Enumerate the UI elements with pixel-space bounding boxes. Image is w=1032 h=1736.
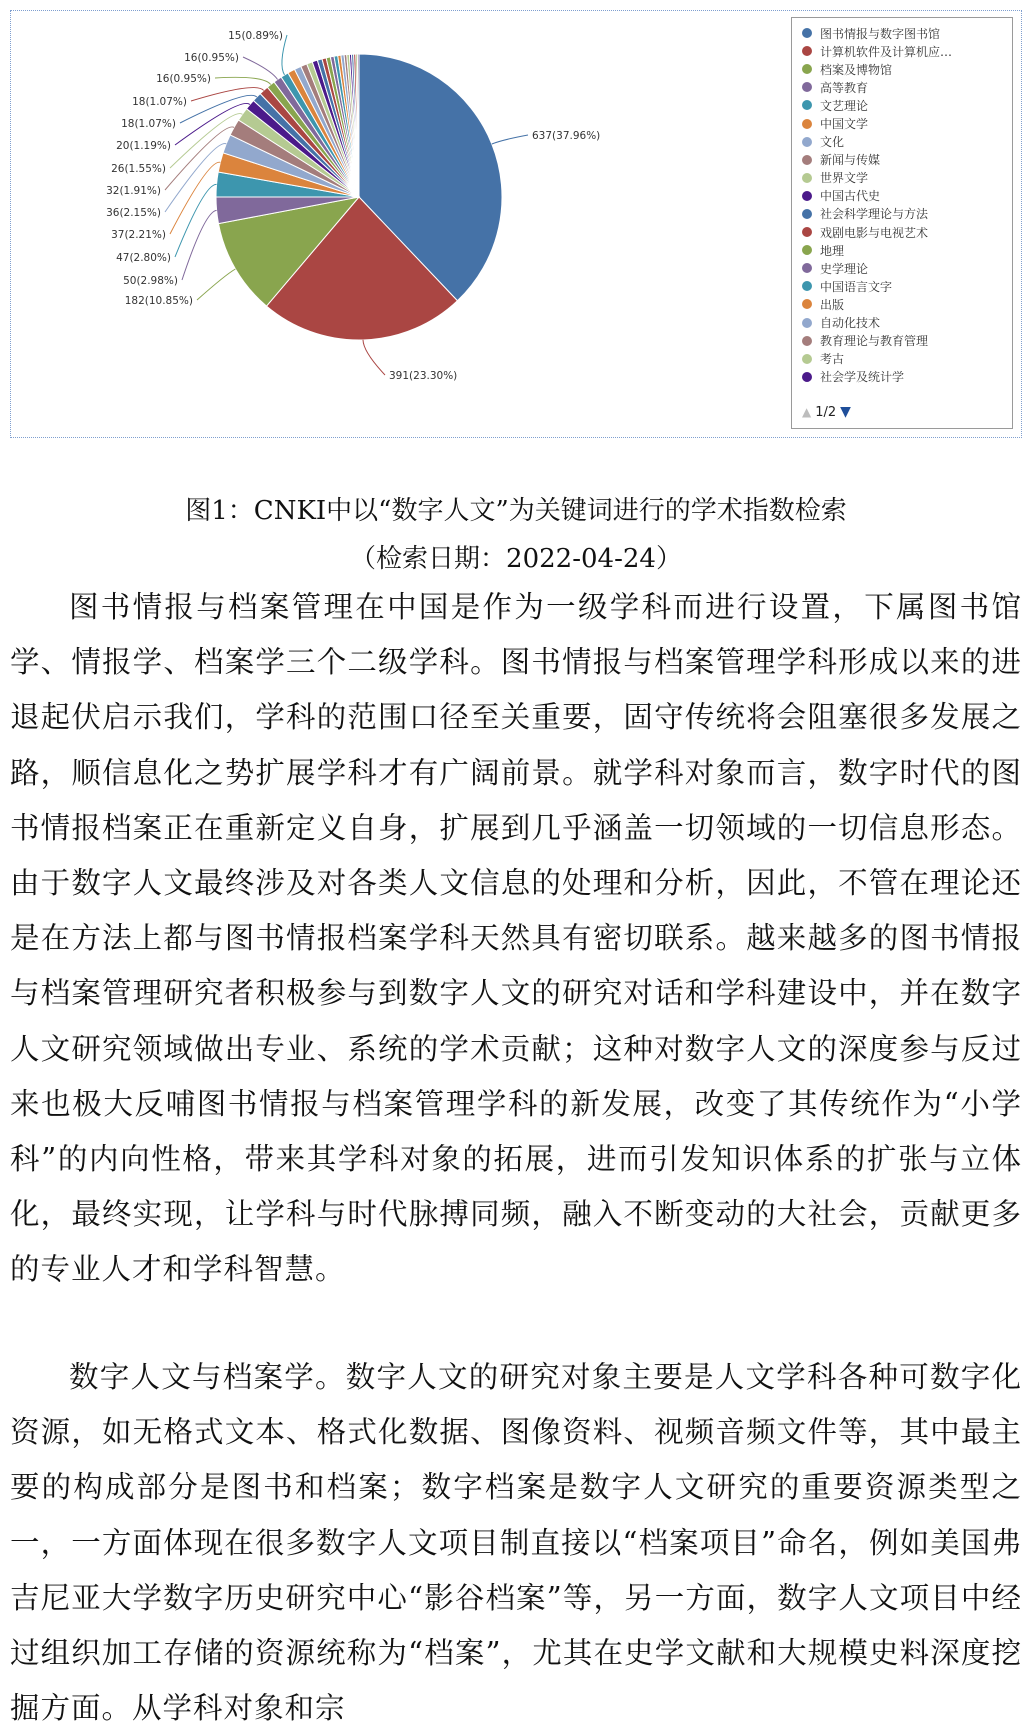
pie-chart [11,11,791,437]
legend-item[interactable] [802,241,1008,259]
legend-item[interactable] [802,187,1008,205]
legend-marker-icon [802,245,812,255]
legend-item[interactable] [802,205,1008,223]
legend-label: 图书情报与数字图书馆 [820,26,941,41]
legend-label: 史学理论 [820,261,869,276]
pie-data-label: 20(1.19%) [116,140,171,152]
legend-marker-icon [802,137,812,147]
legend-marker-icon [802,372,812,382]
legend-items [802,24,1008,398]
legend-marker-icon [802,173,812,183]
body-paragraph: 数字人文与档案学。数字人文的研究对象主要是人文学科各种可数字化资源，如无格式文本、格式化数据、图像资料、视频音频文件等，其中最主要的构成部分是图书和档案；数字档案是数字人文研究的重要资源类型之一，一方面体现在很多数字人文项目制直接以“档案项目”命名，例如美国弗吉尼亚大学数字历史研究中心“影谷档案”等，另一方面，数字人文项目中经过组织加工存储的资源统称为“档案”，尤其在史学文献和大规模史料深度挖掘方面。从学科对象和宗 [10,1360,1022,1726]
legend-marker-icon [802,100,812,110]
legend-label: 戏剧电影与电视艺术 [820,225,929,240]
legend-item[interactable] [802,368,1008,386]
legend-label: 自动化技术 [820,316,881,331]
legend-item[interactable] [802,96,1008,114]
legend-prev-page-icon[interactable]: ▲ [802,405,812,419]
pie-leader-line [197,269,235,300]
legend-item[interactable] [802,223,1008,241]
legend-item[interactable] [802,151,1008,169]
legend-item[interactable] [802,114,1008,132]
legend-item[interactable] [802,169,1008,187]
figure-caption-date: （检索日期：2022-04-24） [350,544,682,574]
pie-leader-line [243,57,278,80]
pie-leader-line [182,210,217,280]
legend-marker-icon [802,318,812,328]
pie-data-label: 36(2.15%) [106,207,161,219]
legend-marker-icon [802,354,812,364]
pie-leader-line [170,162,220,234]
legend-item[interactable] [802,78,1008,96]
pie-data-label: 32(1.91%) [106,185,161,197]
legend-marker-icon [802,46,812,56]
legend-label: 考古 [820,352,845,367]
legend-label: 文化 [820,135,845,150]
legend-marker-icon [802,28,812,38]
legend-label: 中国语言文字 [820,279,893,294]
legend-item[interactable] [802,277,1008,295]
pie-leader-line [363,340,385,375]
legend-marker-icon [802,191,812,201]
legend-next-page-icon[interactable]: ▼ [840,404,851,420]
pie-data-label: 182(10.85%) [124,295,193,307]
legend-item[interactable] [802,332,1008,350]
legend-item[interactable] [802,314,1008,332]
legend-label: 新闻与传媒 [820,153,881,168]
legend-marker-icon [802,336,812,346]
pie-data-label: 26(1.55%) [111,163,166,175]
pie-chart-panel [10,10,1022,438]
legend-marker-icon [802,64,812,74]
legend-label: 高等教育 [820,80,869,95]
legend-page-indicator: 1/2 [815,404,837,420]
legend-item[interactable] [802,24,1008,42]
pie-data-label: 16(0.95%) [184,52,239,64]
legend-marker-icon [802,119,812,129]
body-paragraph: 图书情报与档案管理在中国是作为一级学科而进行设置，下属图书馆学、情报学、档案学三个二级学科。图书情报与档案管理学科形成以来的进退起伏启示我们，学科的范围口径至关重要，固守传统将会阻塞很多发展之路，顺信息化之势扩展学科才有广阔前景。就学科对象而言，数字时代的图书情报档案正在重新定义自身，扩展到几乎涵盖一切领域的一切信息形态。由于数字人文最终涉及对各类人文信息的处理和分析，因此，不管在理论还是在方法上都与图书情报档案学科天然具有密切联系。越来越多的图书情报与档案管理研究者积极参与到数字人文的研究对话和学科建设中，并在数字人文研究领域做出专业、系统的学术贡献；这种对数字人文的深度参与反过来也极大反哺图书情报与档案管理学科的新发展，改变了其传统作为“小学科”的内向性格，带来其学科对象的拓展，进而引发知识体系的扩张与立体化，最终实现，让学科与时代脉搏同频，融入不断变动的大社会，贡献更多的专业人才和学科智慧。 [10,590,1022,1287]
legend-label: 中国古代史 [820,189,881,204]
legend-marker-icon [802,82,812,92]
legend-item[interactable] [802,42,1008,60]
pie-data-label: 637(37.96%) [532,130,601,142]
legend-label: 世界文学 [820,171,869,186]
pie-data-label: 391(23.30%) [389,370,458,382]
legend-item[interactable] [802,350,1008,368]
legend-marker-icon [802,281,812,291]
figure-caption: 图1：CNKI中以“数字人文”为关键词进行的学术指数检索 [185,496,847,526]
legend-item[interactable] [802,295,1008,313]
legend-label: 计算机软件及计算机应… [820,44,953,59]
pie-leader-line [175,184,217,257]
pie-data-label: 15(0.89%) [228,30,283,42]
legend-marker-icon [802,299,812,309]
legend-label: 出版 [820,297,845,312]
legend-label: 社会学及统计学 [820,370,905,385]
pie-data-label: 47(2.80%) [116,252,171,264]
legend-marker-icon [802,227,812,237]
pie-leader-line [191,88,264,101]
legend-label: 档案及博物馆 [820,62,893,77]
legend-item[interactable] [802,259,1008,277]
legend-item[interactable] [802,60,1008,78]
legend-label: 教育理论与教育管理 [820,334,929,349]
legend-label: 社会科学理论与方法 [820,207,929,222]
legend-label: 地理 [820,243,845,258]
pie-data-label: 18(1.07%) [121,118,176,130]
legend-marker-icon [802,263,812,273]
legend-item[interactable] [802,133,1008,151]
pie-leader-line [492,135,528,144]
pie-data-label: 37(2.21%) [111,229,166,241]
chart-legend [791,17,1013,429]
legend-marker-icon [802,209,812,219]
legend-label: 文艺理论 [820,98,869,113]
legend-pager [802,404,851,420]
pie-leader-line [215,77,271,84]
pie-data-label: 16(0.95%) [156,73,211,85]
pie-data-label: 50(2.98%) [123,275,178,287]
pie-data-label: 18(1.07%) [132,96,187,108]
legend-marker-icon [802,155,812,165]
legend-label: 中国文学 [820,117,869,132]
